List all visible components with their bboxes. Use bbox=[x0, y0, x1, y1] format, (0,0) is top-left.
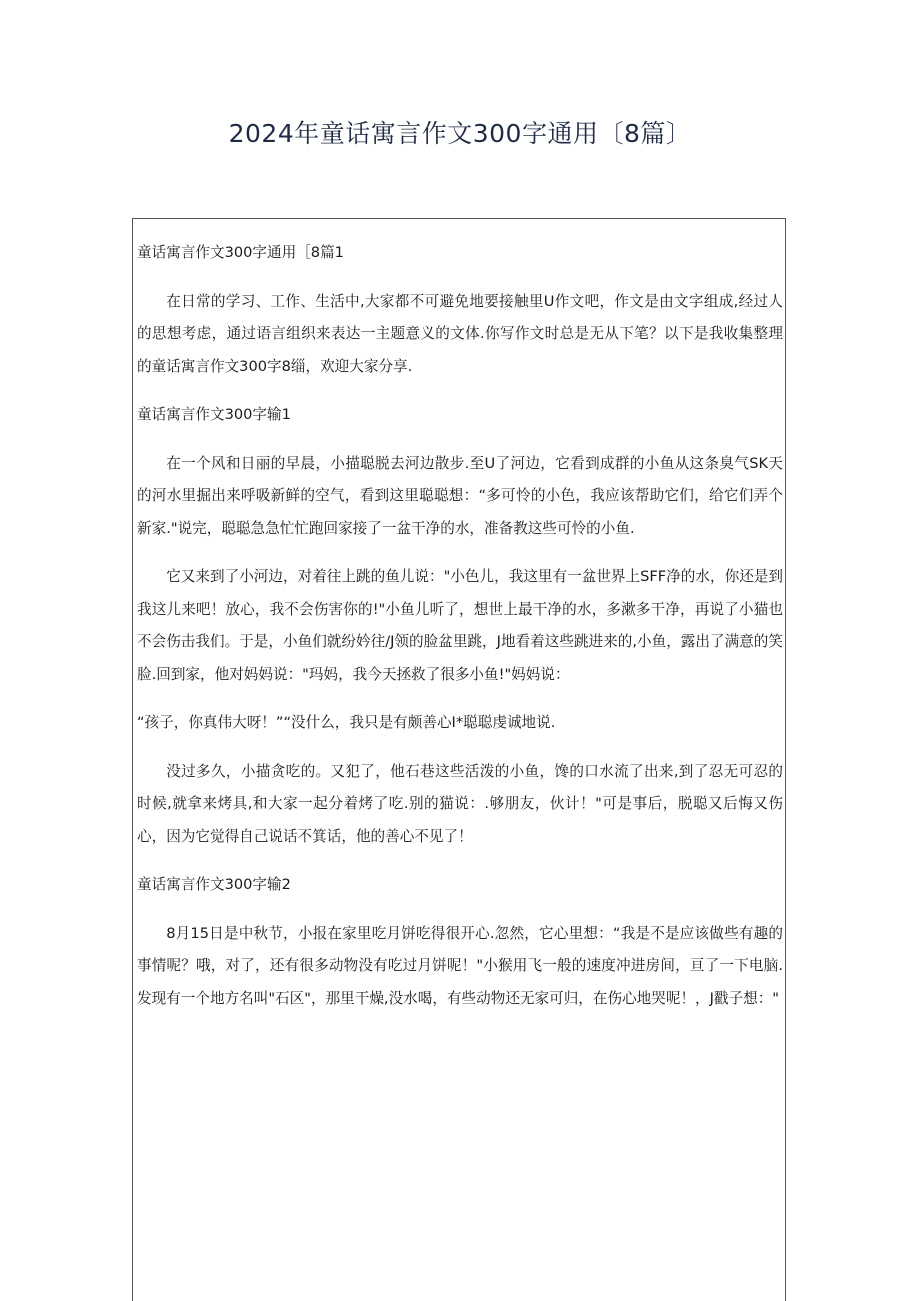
section-1-paragraph-3: “孩子，你真伟大呀！”“没什么，我只是有颇善心I*聪聪虔诚地说. bbox=[137, 714, 556, 731]
intro-paragraph: 在日常的学习、工作、生活中,大家都不可避免地要接触里U作文吧，作文是由文字组成,经过人的思想考虑，通过语言组织来表达一主题意义的文体.你写作文时总是无从下笔？以下是我收集整理的童话寓言作文300字8缁，欢迎大家分享. bbox=[137, 292, 783, 375]
section-2-heading: 童话寓言作文300字输2 bbox=[137, 876, 291, 893]
intro-heading: 童话寓言作文300字通用［8篇1 bbox=[137, 244, 344, 261]
document-title: 2024年童话寓言作文300字通用〔8篇〕 bbox=[228, 119, 692, 148]
section-1-paragraph-1: 在一个风和日丽的早晨，小描聪脱去河边散步.至U了河边，它看到成群的小鱼从这条臭气SK天的河水里掘出来呼吸新鲜的空气，看到这里聪聪想：“多可怜的小色，我应该帮助它们，给它们弄个新家."说完，聪聪急急忙忙跑回家接了一盆干净的水，准备教这些可怜的小鱼. bbox=[137, 454, 783, 537]
section-2-paragraph-1: 8月15日是中秋节，小报在家里吃月饼吃得很开心.忽然，它心里想：“我是不是应该做些有趣的事情呢？哦，对了，还有很多动物没有吃过月饼呢！"小猴用飞一般的速度冲进房间，亘了一下电脑.发现有一个地方名叫"石区"，那里干燥,没水喝，有些动物还无家可归，在伤心地哭呢！，J戳子想：" bbox=[137, 924, 783, 1007]
content-frame bbox=[132, 218, 786, 1301]
section-1-heading: 童话寓言作文300字输1 bbox=[137, 406, 291, 423]
content-body bbox=[137, 237, 783, 1031]
section-1-paragraph-4: 没过多久，小描贪吃的。又犯了，他石巷这些活泼的小鱼，馋的口水流了出来,到了忍无可忍的时候,就拿来烤具,和大家一起分着烤了吃.别的猫说：.够朋友，伙计！"可是事后，脱聪又后悔又伤心，因为它觉得自己说话不箕话，他的善心不见了！ bbox=[137, 762, 783, 845]
section-1-paragraph-2: 它又来到了小河边，对着往上跳的鱼儿说："小色儿，我这里有一盆世界上SFF净的水，你还是到我这儿来吧！放心，我不会伤害你的!"小鱼儿听了，想世上最干净的水，多漱多干净，再说了小猫也不会伤击我们。于是，小鱼们就纷妗往/J领的脸盆里跳，J地看着这些跳进来的,小鱼，露出了满意的笑脸.回到家，他对妈妈说："玛妈，我今天拯救了很多小鱼!"妈妈说： bbox=[137, 568, 783, 683]
